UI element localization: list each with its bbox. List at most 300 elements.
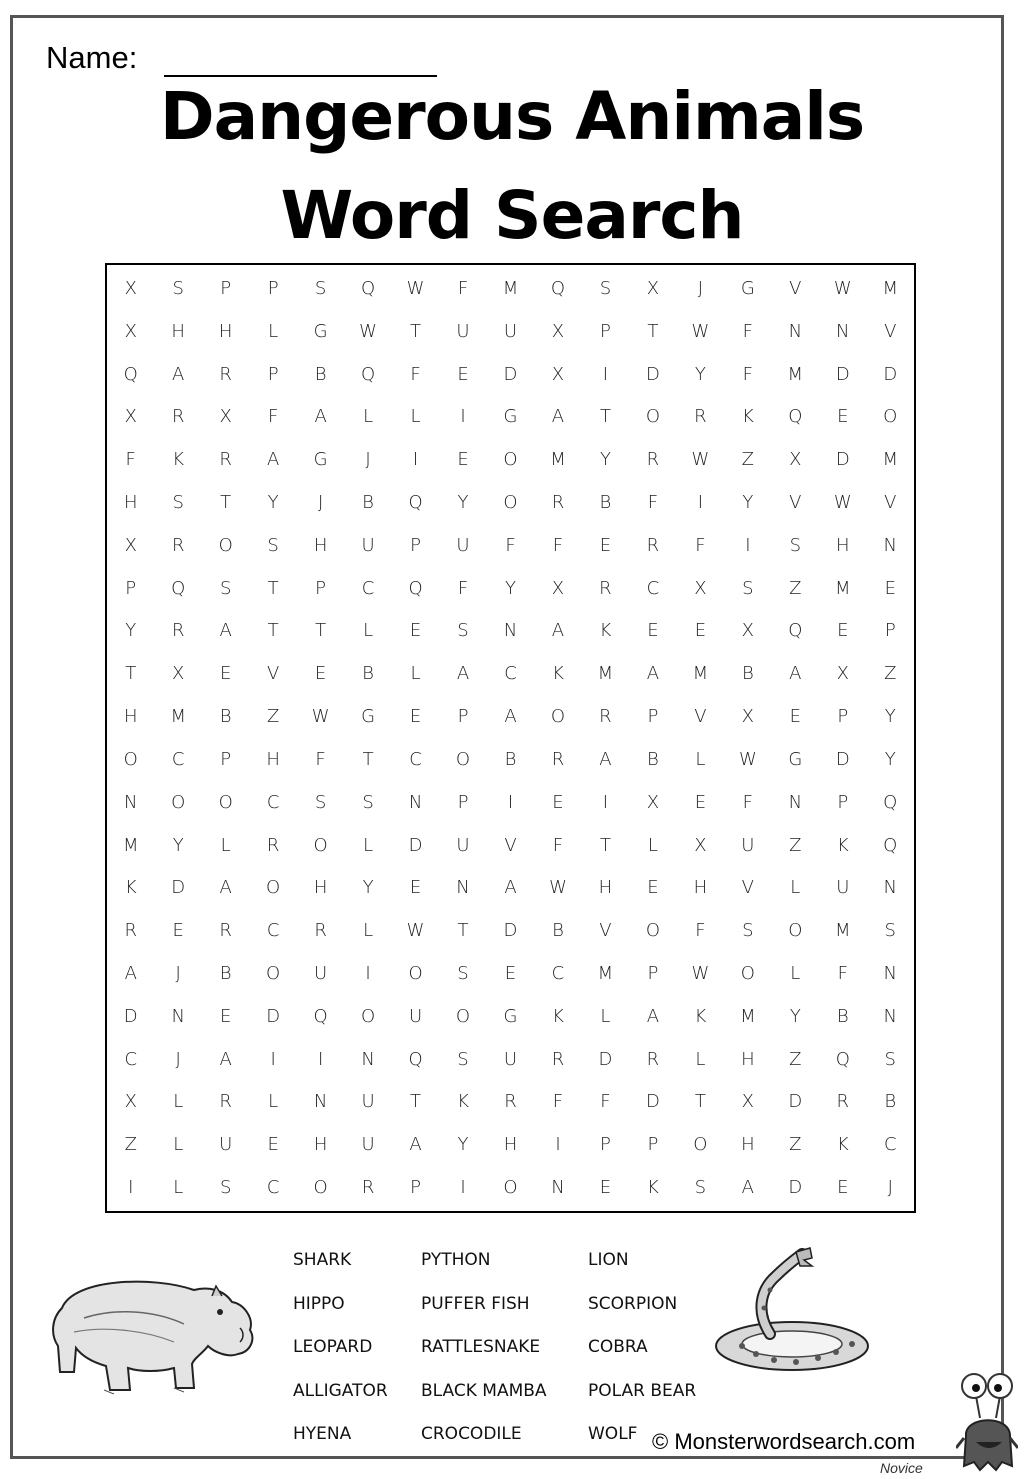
- title-line-2: Word Search: [280, 177, 744, 254]
- grid-letter: F: [647, 491, 659, 513]
- grid-letter: O: [266, 962, 281, 984]
- grid-letter: R: [599, 706, 612, 728]
- grid-letter: P: [267, 363, 279, 385]
- grid-letter: Z: [884, 663, 897, 685]
- grid-letter: J: [317, 491, 324, 513]
- grid-letter: A: [456, 663, 470, 685]
- grid-letter: O: [503, 449, 518, 471]
- grid-letter: L: [268, 1091, 279, 1113]
- grid-letter: L: [363, 834, 374, 856]
- grid-letter: T: [599, 406, 611, 428]
- grid-letter: N: [883, 962, 897, 984]
- grid-letter: H: [313, 534, 328, 556]
- grid-letter: M: [740, 1005, 756, 1027]
- grid-letter: N: [313, 1091, 328, 1113]
- grid-letter: U: [456, 834, 470, 856]
- grid-letter: A: [409, 1134, 422, 1156]
- grid-letter: Z: [124, 1134, 137, 1156]
- grid-letter: N: [883, 1005, 897, 1027]
- grid-letter: O: [503, 491, 518, 513]
- grid-letter: R: [219, 1091, 232, 1113]
- grid-letter: R: [361, 1177, 375, 1199]
- grid-letter: S: [314, 791, 327, 813]
- grid-letter: J: [697, 277, 704, 299]
- grid-letter: V: [504, 834, 517, 856]
- grid-letter: N: [551, 1177, 565, 1199]
- grid-letter: G: [503, 1005, 518, 1027]
- grid-letter: E: [219, 1005, 232, 1027]
- grid-letter: L: [790, 962, 801, 984]
- grid-letter: S: [884, 920, 896, 942]
- grid-letter: T: [362, 748, 374, 770]
- grid-letter: F: [410, 363, 421, 385]
- grid-letter: T: [267, 577, 279, 599]
- word-item: PUFFER FISH: [421, 1293, 530, 1314]
- word-list-column-1: [293, 1250, 388, 1468]
- grid-letter: X: [172, 663, 185, 685]
- grid-letter: V: [789, 277, 802, 299]
- grid-letter: E: [172, 920, 184, 942]
- grid-letter: P: [600, 320, 611, 342]
- grid-letter: R: [124, 920, 137, 942]
- name-field-line: [164, 75, 437, 77]
- grid-letter: P: [125, 577, 137, 599]
- grid-letter: S: [694, 1177, 707, 1199]
- grid-letter: O: [740, 962, 755, 984]
- grid-letter: B: [219, 706, 232, 728]
- grid-letter: Y: [789, 1005, 801, 1027]
- grid-letter: L: [268, 320, 279, 342]
- grid-letter: G: [313, 320, 328, 342]
- grid-letter: W: [311, 706, 330, 728]
- grid-letter: P: [457, 706, 469, 728]
- letter-grid: [105, 263, 916, 1213]
- grid-letter: B: [884, 1091, 897, 1113]
- grid-letter: Y: [457, 1134, 469, 1156]
- title-line-1: Dangerous Animals: [159, 78, 865, 155]
- grid-letter: Y: [457, 491, 469, 513]
- grid-letter: A: [551, 406, 565, 428]
- grid-letter: O: [645, 920, 660, 942]
- grid-letter: X: [124, 534, 137, 556]
- grid-letter: W: [549, 877, 567, 899]
- grid-letter: X: [551, 363, 565, 385]
- grid-letter: S: [884, 1048, 896, 1070]
- grid-letter: Z: [789, 1048, 802, 1070]
- grid-letter: F: [695, 920, 706, 942]
- grid-letter: J: [887, 1177, 893, 1199]
- grid-letter: W: [406, 920, 425, 942]
- grid-letter: J: [175, 1048, 181, 1070]
- grid-letter: X: [694, 577, 707, 599]
- grid-letter: R: [219, 363, 232, 385]
- grid-letter: M: [597, 663, 614, 685]
- grid-letter: F: [742, 791, 754, 813]
- grid-letter: E: [837, 406, 849, 428]
- grid-letter: B: [504, 748, 517, 770]
- grid-letter: D: [171, 877, 186, 899]
- grid-letter: X: [789, 449, 802, 471]
- grid-letter: T: [267, 620, 279, 642]
- grid-letter: P: [837, 706, 849, 728]
- grid-letter: Q: [883, 834, 898, 856]
- grid-letter: V: [884, 491, 897, 513]
- grid-letter: B: [599, 491, 612, 513]
- grid-letter: Y: [694, 363, 706, 385]
- grid-letter: O: [218, 791, 233, 813]
- grid-letter: P: [220, 748, 232, 770]
- grid-letter: X: [124, 406, 137, 428]
- grid-letter: A: [789, 663, 802, 685]
- grid-letter: A: [504, 877, 517, 899]
- grid-letter: G: [740, 277, 755, 299]
- grid-letter: S: [267, 534, 279, 556]
- grid-letter: K: [694, 1005, 707, 1027]
- grid-letter: Z: [789, 1134, 802, 1156]
- grid-letter: W: [359, 320, 377, 342]
- grid-letter: K: [552, 1005, 564, 1027]
- grid-letter: H: [123, 491, 138, 513]
- grid-letter: D: [788, 1177, 803, 1199]
- grid-letter: O: [313, 834, 328, 856]
- grid-letter: L: [410, 406, 421, 428]
- grid-letter: F: [457, 577, 469, 599]
- grid-letter: X: [124, 277, 137, 299]
- grid-letter: D: [123, 1005, 138, 1027]
- grid-letter: A: [646, 1005, 660, 1027]
- grid-letter: V: [789, 491, 802, 513]
- grid-letter: L: [695, 748, 706, 770]
- grid-letter: D: [835, 748, 850, 770]
- grid-letter: Y: [362, 877, 374, 899]
- grid-letter: U: [361, 1091, 375, 1113]
- grid-letter: L: [363, 406, 374, 428]
- grid-letter: P: [647, 962, 659, 984]
- grid-letter: Q: [408, 577, 423, 599]
- grid-letter: K: [836, 1134, 849, 1156]
- grid-letter: U: [503, 320, 518, 342]
- grid-letter: D: [645, 1091, 660, 1113]
- grid-letter: V: [266, 663, 280, 685]
- grid-letter: K: [836, 834, 849, 856]
- grid-letter: D: [645, 363, 660, 385]
- copyright-text: © Monsterwordsearch.com: [652, 1429, 916, 1454]
- name-label: Name:: [46, 40, 138, 75]
- grid-letter: N: [788, 791, 803, 813]
- grid-letter: Y: [599, 449, 611, 471]
- grid-letter: U: [361, 1134, 375, 1156]
- grid-letter: A: [219, 877, 232, 899]
- grid-letter: B: [741, 663, 754, 685]
- grid-letter: F: [742, 363, 754, 385]
- grid-letter: E: [789, 706, 801, 728]
- grid-letter: B: [314, 363, 327, 385]
- grid-letter: N: [361, 1048, 375, 1070]
- grid-letter: P: [600, 1134, 611, 1156]
- grid-letter: I: [270, 1048, 276, 1070]
- grid-letter: K: [647, 1177, 659, 1199]
- grid-letter: X: [124, 320, 137, 342]
- grid-letter: W: [691, 320, 710, 342]
- grid-letter: Q: [408, 1048, 423, 1070]
- grid-letter: L: [220, 834, 231, 856]
- grid-letter: R: [219, 449, 232, 471]
- grid-letter: H: [266, 748, 280, 770]
- grid-letter: V: [884, 320, 897, 342]
- grid-letter: S: [457, 962, 469, 984]
- grid-letter: A: [219, 620, 232, 642]
- grid-letter: R: [171, 406, 185, 428]
- grid-letter: M: [882, 277, 899, 299]
- grid-letter: D: [883, 363, 898, 385]
- grid-letter: Y: [884, 706, 896, 728]
- grid-letter: C: [266, 1177, 280, 1199]
- word-item: SCORPION: [588, 1293, 678, 1314]
- word-item: HIPPO: [293, 1293, 345, 1314]
- grid-letter: U: [503, 1048, 518, 1070]
- grid-letter: X: [551, 577, 565, 599]
- grid-letter: R: [219, 920, 232, 942]
- grid-letter: C: [551, 962, 565, 984]
- grid-letter: D: [503, 363, 518, 385]
- grid-letter: A: [314, 406, 327, 428]
- grid-letter: K: [552, 663, 564, 685]
- grid-letter: S: [219, 577, 232, 599]
- grid-letter: U: [314, 962, 328, 984]
- grid-letter: O: [455, 748, 471, 770]
- grid-letter: E: [409, 706, 422, 728]
- grid-letter: J: [175, 962, 181, 984]
- word-item: POLAR BEAR: [588, 1380, 697, 1401]
- grid-letter: X: [219, 406, 232, 428]
- grid-letter: S: [599, 277, 612, 299]
- grid-letter: P: [884, 620, 896, 642]
- grid-letter: A: [266, 449, 280, 471]
- grid-letter: L: [173, 1177, 184, 1199]
- grid-letter: H: [313, 877, 328, 899]
- grid-letter: X: [124, 1091, 137, 1113]
- grid-letter: L: [790, 877, 801, 899]
- grid-letter: A: [124, 962, 137, 984]
- grid-letter: E: [599, 534, 612, 556]
- grid-letter: U: [741, 834, 755, 856]
- grid-letter: I: [460, 1177, 466, 1199]
- grid-letter: O: [408, 962, 423, 984]
- grid-letter: F: [695, 534, 706, 556]
- grid-letter: B: [362, 491, 374, 513]
- grid-letter: O: [313, 1177, 328, 1199]
- grid-letter: X: [741, 706, 755, 728]
- grid-letter: F: [837, 962, 848, 984]
- grid-letter: Q: [313, 1005, 328, 1027]
- grid-letter: H: [503, 1134, 518, 1156]
- word-item: WOLF: [588, 1424, 638, 1444]
- grid-letter: R: [266, 834, 280, 856]
- word-item: COBRA: [588, 1337, 648, 1357]
- grid-letter: Q: [788, 406, 803, 428]
- grid-letter: M: [550, 449, 566, 471]
- word-item: LION: [588, 1250, 629, 1270]
- word-item: BLACK MAMBA: [421, 1380, 547, 1401]
- grid-letter: P: [647, 1134, 659, 1156]
- grid-letter: U: [408, 1005, 423, 1027]
- grid-letter: S: [457, 620, 469, 642]
- grid-letter: T: [410, 320, 422, 342]
- grid-letter: M: [787, 363, 804, 385]
- grid-letter: E: [647, 877, 659, 899]
- grid-letter: T: [410, 1091, 422, 1113]
- grid-letter: G: [788, 748, 803, 770]
- monster-mascot-icon: [956, 1366, 1018, 1476]
- grid-letter: X: [694, 834, 707, 856]
- grid-letter: M: [597, 962, 614, 984]
- grid-letter: K: [172, 449, 185, 471]
- grid-letter: C: [266, 791, 280, 813]
- grid-letter: X: [646, 277, 660, 299]
- grid-letter: R: [314, 920, 327, 942]
- grid-letter: H: [836, 534, 850, 556]
- grid-letter: M: [502, 277, 519, 299]
- grid-letter: D: [598, 1048, 613, 1070]
- grid-letter: C: [266, 920, 280, 942]
- grid-letter: P: [647, 706, 659, 728]
- grid-letter: L: [410, 663, 421, 685]
- word-list: [293, 1250, 713, 1460]
- hippo-icon: [44, 1268, 260, 1398]
- grid-letter: T: [220, 491, 232, 513]
- grid-letter: N: [788, 320, 803, 342]
- grid-letter: L: [363, 920, 374, 942]
- grid-letter: C: [171, 748, 185, 770]
- grid-letter: H: [598, 877, 613, 899]
- grid-letter: T: [694, 1091, 706, 1113]
- grid-letter: Q: [360, 277, 376, 299]
- grid-letter: N: [883, 534, 897, 556]
- word-item: LEOPARD: [293, 1337, 373, 1357]
- grid-letter: M: [122, 834, 139, 856]
- grid-letter: E: [837, 620, 849, 642]
- word-item: ALLIGATOR: [293, 1380, 388, 1401]
- grid-letter: C: [361, 577, 375, 599]
- grid-letter: L: [695, 1048, 706, 1070]
- word-item: HYENA: [293, 1424, 352, 1444]
- grid-letter: Z: [789, 577, 802, 599]
- grid-letter: P: [837, 791, 849, 813]
- grid-letter: R: [694, 406, 707, 428]
- grid-letter: I: [365, 962, 371, 984]
- grid-letter: U: [836, 877, 850, 899]
- grid-letter: D: [788, 1091, 803, 1113]
- grid-letter: W: [691, 449, 710, 471]
- grid-letter: Y: [125, 620, 137, 642]
- grid-letter: T: [457, 920, 469, 942]
- grid-letter: A: [599, 748, 612, 770]
- grid-letter: R: [599, 577, 612, 599]
- grid-letter: A: [646, 663, 660, 685]
- grid-letter: F: [315, 748, 326, 770]
- grid-letter: O: [266, 877, 281, 899]
- grid-letter: E: [647, 620, 659, 642]
- grid-letter: O: [503, 1177, 518, 1199]
- grid-letter: H: [123, 706, 138, 728]
- grid-letter: P: [267, 277, 279, 299]
- grid-letter: C: [883, 1134, 897, 1156]
- grid-letter: I: [317, 1048, 324, 1070]
- grid-letter: N: [836, 320, 850, 342]
- grid-letter: Q: [550, 277, 566, 299]
- grid-letter: L: [173, 1091, 184, 1113]
- grid-letter: S: [362, 791, 374, 813]
- grid-letter: T: [599, 834, 611, 856]
- grid-letter: D: [266, 1005, 281, 1027]
- grid-letter: W: [406, 277, 425, 299]
- grid-letter: P: [457, 791, 469, 813]
- grid-letter: O: [550, 706, 566, 728]
- grid-letter: C: [504, 663, 517, 685]
- grid-letter: B: [552, 920, 564, 942]
- grid-letter: H: [171, 320, 185, 342]
- grid-letter: B: [219, 962, 232, 984]
- grid-letter: R: [171, 534, 185, 556]
- grid-letter: E: [504, 962, 517, 984]
- grid-letter: Q: [788, 620, 803, 642]
- grid-letter: I: [602, 363, 609, 385]
- word-item: SHARK: [293, 1250, 352, 1270]
- grid-letter: P: [220, 277, 232, 299]
- word-item: CROCODILE: [421, 1424, 522, 1444]
- grid-letter: A: [741, 1177, 754, 1199]
- grid-letter: X: [741, 620, 755, 642]
- grid-letter: W: [691, 962, 710, 984]
- grid-letter: E: [457, 363, 469, 385]
- grid-letter: R: [504, 1091, 517, 1113]
- grid-letter: E: [884, 577, 896, 599]
- grid-letter: O: [645, 406, 660, 428]
- grid-letter: K: [599, 620, 612, 642]
- grid-letter: R: [646, 534, 660, 556]
- grid-letter: G: [361, 706, 376, 728]
- grid-letter: V: [741, 877, 754, 899]
- grid-letter: I: [507, 791, 514, 813]
- grid-letter: R: [551, 1048, 565, 1070]
- grid-letter: R: [551, 491, 565, 513]
- grid-letter: Y: [267, 491, 279, 513]
- grid-letter: I: [128, 1177, 134, 1199]
- grid-letter: P: [410, 1177, 421, 1199]
- grid-letter: Z: [266, 706, 280, 728]
- grid-letter: E: [694, 791, 707, 813]
- grid-letter: M: [882, 449, 899, 471]
- grid-letter: D: [503, 920, 518, 942]
- grid-letter: A: [551, 620, 565, 642]
- grid-letter: F: [742, 320, 754, 342]
- grid-letter: X: [646, 791, 660, 813]
- grid-letter: Q: [883, 791, 898, 813]
- grid-letter: N: [503, 620, 518, 642]
- grid-letter: R: [171, 620, 185, 642]
- grid-letter: W: [833, 491, 852, 513]
- grid-letter: U: [456, 534, 470, 556]
- grid-letter: Y: [884, 748, 896, 770]
- grid-letter: V: [694, 706, 707, 728]
- grid-letter: M: [835, 920, 851, 942]
- grid-letter: D: [408, 834, 423, 856]
- grid-letter: I: [460, 406, 466, 428]
- grid-letter: X: [551, 320, 565, 342]
- grid-letter: X: [741, 1091, 755, 1113]
- word-item: RATTLESNAKE: [421, 1337, 541, 1357]
- grid-letter: O: [693, 1134, 708, 1156]
